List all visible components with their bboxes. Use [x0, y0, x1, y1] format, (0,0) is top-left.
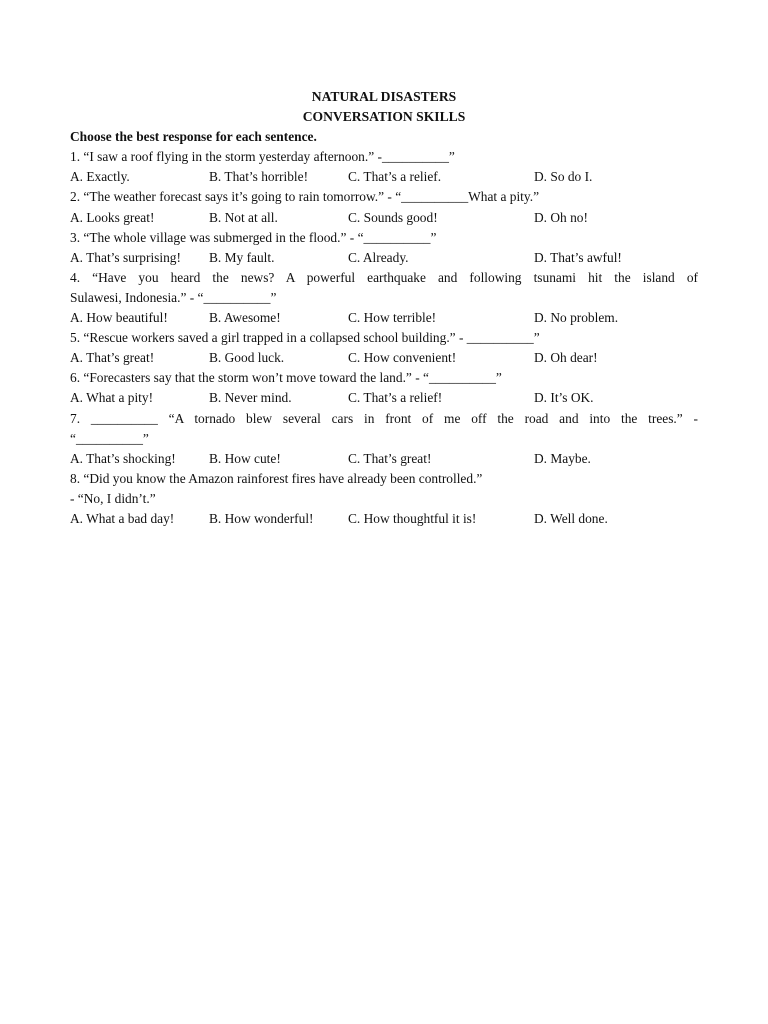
question-text-line-2: Sulawesi, Indonesia.” - “__________”	[70, 289, 277, 305]
option-a: A. That’s surprising!	[70, 249, 181, 265]
worksheet	[70, 87, 698, 529]
question-8	[70, 469, 698, 529]
question-text-line-1: 8. “Did you know the Amazon rainforest fires have already been controlled.”	[70, 470, 483, 486]
question-1	[70, 147, 698, 187]
question-text: 1. “I saw a roof flying in the storm yesterday afternoon.” -__________”	[70, 149, 455, 165]
question-text: 6. “Forecasters say that the storm won’t move toward the land.” - “__________”	[70, 370, 502, 386]
option-c: C. Already.	[348, 249, 409, 265]
answer-options	[70, 248, 698, 268]
option-a: A. What a bad day!	[70, 510, 175, 526]
answer-options	[70, 308, 698, 328]
option-d: D. That’s awful!	[534, 249, 622, 265]
option-b: B. Never mind.	[209, 390, 292, 406]
option-c: C. That’s a relief!	[348, 390, 443, 406]
option-a: A. What a pity!	[70, 390, 154, 406]
option-c: C. Sounds good!	[348, 209, 438, 225]
question-text-line-2: - “No, I didn’t.”	[70, 490, 156, 506]
option-a: A. That’s shocking!	[70, 450, 176, 466]
option-b: B. Awesome!	[209, 310, 281, 326]
option-d: D. Well done.	[534, 510, 608, 526]
question-5	[70, 328, 698, 368]
question-7	[70, 409, 698, 469]
answer-options	[70, 167, 698, 187]
answer-options	[70, 509, 698, 529]
option-c: C. How thoughtful it is!	[348, 510, 477, 526]
option-b: B. How cute!	[209, 450, 281, 466]
worksheet-title-line-2: CONVERSATION SKILLS	[302, 109, 466, 125]
question-text: 2. “The weather forecast says it’s going to rain tomorrow.” - “__________What a pity.”	[70, 189, 540, 205]
question-text-line-2: “__________”	[70, 430, 149, 446]
option-b: B. Good luck.	[209, 350, 285, 366]
option-d: D. Oh no!	[534, 209, 588, 225]
question-text: 3. “The whole village was submerged in the flood.” - “__________”	[70, 229, 437, 245]
option-a: A. Exactly.	[70, 169, 130, 185]
question-text-line-1: 4. “Have you heard the news? A powerful earthquake and following tsunami hit the island of	[70, 269, 698, 285]
option-d: D. It’s OK.	[534, 390, 594, 406]
option-a: A. Looks great!	[70, 209, 155, 225]
option-c: C. That’s a relief.	[348, 169, 442, 185]
option-d: D. So do I.	[534, 169, 593, 185]
option-b: B. My fault.	[209, 249, 275, 265]
question-text: 5. “Rescue workers saved a girl trapped in a collapsed school building.” - __________”	[70, 330, 540, 346]
question-3	[70, 228, 698, 268]
option-d: D. Oh dear!	[534, 350, 598, 366]
option-c: C. How convenient!	[348, 350, 457, 366]
option-b: B. How wonderful!	[209, 510, 314, 526]
answer-options	[70, 348, 698, 368]
question-2	[70, 187, 698, 227]
option-a: A. How beautiful!	[70, 310, 168, 326]
question-4	[70, 268, 698, 328]
answer-options	[70, 388, 698, 408]
question-text-line-1: 7. __________ “A tornado blew several cars in front of me off the road and into the trees.” -	[70, 410, 698, 426]
option-b: B. That’s horrible!	[209, 169, 309, 185]
option-d: D. No problem.	[534, 310, 619, 326]
instructions: Choose the best response for each sentence.	[70, 129, 317, 145]
option-b: B. Not at all.	[209, 209, 278, 225]
option-c: C. How terrible!	[348, 310, 437, 326]
option-c: C. That’s great!	[348, 450, 432, 466]
answer-options	[70, 208, 698, 228]
question-6	[70, 368, 698, 408]
option-a: A. That’s great!	[70, 350, 155, 366]
option-d: D. Maybe.	[534, 450, 591, 466]
worksheet-title-line-1: NATURAL DISASTERS	[311, 89, 457, 104]
answer-options	[70, 449, 698, 469]
